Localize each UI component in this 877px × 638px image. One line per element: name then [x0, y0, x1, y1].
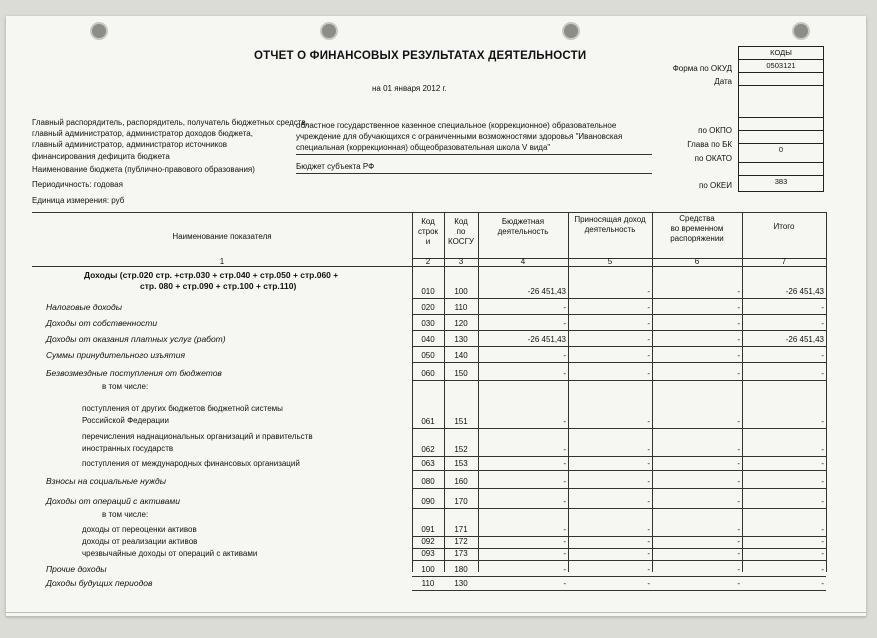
row-label: Доходы от операций с активами	[46, 496, 180, 506]
paper-edge	[6, 616, 866, 617]
row-budget-value: -	[563, 319, 566, 328]
row-kosgu: 130	[454, 335, 468, 344]
row-total-value: -	[821, 525, 824, 534]
binder-ring-icon	[792, 22, 810, 40]
row-temp-value: -	[737, 525, 740, 534]
row-temp-value: -	[737, 579, 740, 588]
okpo-label: по ОКПО	[698, 126, 732, 135]
header-budget-line: деятельность	[497, 227, 549, 236]
date-value	[739, 73, 823, 86]
header-budget-line: Бюджетная	[501, 217, 545, 226]
row-label: поступления от международных финансовых организаций	[82, 459, 300, 468]
row-temp-value: -	[737, 319, 740, 328]
column-number: 4	[520, 257, 526, 266]
binder-ring-icon	[562, 22, 580, 40]
budget-label: Наименование бюджета (публично-правового образования)	[32, 165, 255, 174]
row-kosgu: 172	[454, 537, 468, 546]
row-code: 100	[421, 565, 435, 574]
header-income-line: Приносящая доход	[574, 215, 646, 224]
header-temp-line: во временном	[670, 224, 724, 233]
row-temp-value: -	[737, 445, 740, 454]
row-code: 092	[421, 537, 435, 546]
row-kosgu: 150	[454, 369, 468, 378]
row-budget-value: -	[563, 537, 566, 546]
row-budget-value: -26 451,43	[527, 287, 566, 296]
row-total-value: -26 451,43	[785, 287, 824, 296]
row-budget-value: -26 451,43	[527, 335, 566, 344]
org-left-line: финансирования дефицита бюджета	[32, 152, 170, 161]
row-kosgu: 153	[454, 459, 468, 468]
row-budget-value: -	[563, 303, 566, 312]
row-kosgu: 180	[454, 565, 468, 574]
okpo-value	[739, 118, 823, 131]
row-income-value: -	[647, 525, 650, 534]
row-budget-value: -	[563, 549, 566, 558]
row-budget-value: -	[563, 477, 566, 486]
row-temp-value: -	[737, 417, 740, 426]
row-code: 080	[421, 477, 435, 486]
row-label: Доходы (стр.020 стр. +стр.030 + стр.040 + стр.050 + стр.060 +	[84, 270, 339, 280]
header-kosgu-line: Код	[454, 217, 468, 226]
row-kosgu: 171	[454, 525, 468, 534]
row-kosgu: 170	[454, 497, 468, 506]
row-budget-value: -	[563, 565, 566, 574]
row-kosgu: 152	[454, 445, 468, 454]
empty-code	[739, 163, 823, 176]
row-label: иностранных государств	[82, 444, 174, 453]
row-label: Доходы будущих периодов	[46, 578, 153, 588]
unit-label: Единица измерения: руб	[32, 196, 125, 205]
okato-label: по ОКАТО	[694, 154, 732, 163]
row-temp-value: -	[737, 369, 740, 378]
row-total-value: -	[821, 319, 824, 328]
row-divider	[412, 362, 826, 363]
row-income-value: -	[647, 477, 650, 486]
row-temp-value: -	[737, 537, 740, 546]
row-divider	[412, 380, 826, 381]
header-name: Наименование показателя	[172, 232, 272, 241]
row-income-value: -	[647, 417, 650, 426]
binder-ring-icon	[90, 22, 108, 40]
row-total-value: -26 451,43	[785, 335, 824, 344]
header-code-line: Код	[421, 217, 435, 226]
header-income	[568, 215, 652, 235]
row-budget-value: -	[563, 525, 566, 534]
row-income-value: -	[647, 445, 650, 454]
row-label: чрезвычайные доходы от операций с активами	[82, 549, 258, 558]
row-temp-value: -	[737, 303, 740, 312]
okud-label: Форма по ОКУД	[672, 64, 732, 73]
row-total-value: -	[821, 459, 824, 468]
row-code: 050	[421, 351, 435, 360]
row-budget-value: -	[563, 417, 566, 426]
row-label: Суммы принудительного изъятия	[46, 350, 185, 360]
row-temp-value: -	[737, 287, 740, 296]
binder-ring-icon	[320, 22, 338, 40]
org-name-line: областное государственное казенное специальное (коррекционное) образовательное	[296, 121, 617, 130]
row-income-value: -	[647, 369, 650, 378]
column-number: 5	[607, 257, 613, 266]
row-total-value: -	[821, 351, 824, 360]
report-date: на 01 января 2012 г.	[372, 84, 447, 93]
row-kosgu: 100	[454, 287, 468, 296]
column-number: 2	[425, 257, 431, 266]
row-divider	[412, 560, 826, 561]
org-left-line: главный администратор, администратор источников	[32, 140, 227, 149]
row-total-value: -	[821, 369, 824, 378]
header-income-line: деятельность	[584, 225, 636, 234]
row-label: стр. 080 + стр.090 + стр.100 + стр.110)	[140, 281, 297, 291]
row-income-value: -	[647, 351, 650, 360]
row-divider	[412, 346, 826, 347]
row-label-prefix: в том числе:	[102, 510, 149, 519]
report-title: ОТЧЕТ О ФИНАНСОВЫХ РЕЗУЛЬТАТАХ ДЕЯТЕЛЬНОСТИ	[254, 50, 587, 62]
row-divider	[412, 576, 826, 577]
row-kosgu: 130	[454, 579, 468, 588]
row-label-prefix: в том числе:	[102, 382, 149, 391]
org-name-line: учреждение для обучающихся с ограниченными возможностями здоровья "Ивановская	[296, 132, 623, 141]
row-total-value: -	[821, 445, 824, 454]
row-total-value: -	[821, 537, 824, 546]
row-kosgu: 173	[454, 549, 468, 558]
row-code: 110	[421, 579, 435, 588]
org-left-line: главный администратор, администратор доходов бюджета,	[32, 129, 253, 138]
row-divider	[412, 508, 826, 509]
header-kosgu-line: КОСГУ	[448, 237, 474, 246]
row-kosgu: 120	[454, 319, 468, 328]
row-income-value: -	[647, 303, 650, 312]
row-income-value: -	[647, 319, 650, 328]
glava-value	[739, 131, 823, 144]
row-code: 093	[421, 549, 435, 558]
row-label: доходы от реализации активов	[82, 537, 198, 546]
row-divider	[412, 428, 826, 429]
row-income-value: -	[647, 497, 650, 506]
row-kosgu: 160	[454, 477, 468, 486]
row-temp-value: -	[737, 351, 740, 360]
period-label: Периодичность: годовая	[32, 180, 123, 189]
column-number: 6	[694, 257, 700, 266]
column-number: 1	[219, 257, 225, 266]
row-total-value: -	[821, 549, 824, 558]
row-label: Налоговые доходы	[46, 302, 122, 312]
header-temp-line: распоряжении	[670, 234, 724, 243]
row-code: 091	[421, 525, 435, 534]
row-label: Взносы на социальные нужды	[46, 476, 166, 486]
row-income-value: -	[647, 549, 650, 558]
row-label: Доходы от собственности	[46, 318, 158, 328]
row-kosgu: 140	[454, 351, 468, 360]
underline	[296, 154, 652, 155]
row-temp-value: -	[737, 497, 740, 506]
row-income-value: -	[647, 537, 650, 546]
row-income-value: -	[647, 335, 650, 344]
row-total-value: -	[821, 579, 824, 588]
column-number: 7	[781, 257, 787, 266]
row-code: 090	[421, 497, 435, 506]
date-label: Дата	[714, 77, 732, 86]
row-income-value: -	[647, 459, 650, 468]
row-budget-value: -	[563, 351, 566, 360]
row-code: 060	[421, 369, 435, 378]
underline	[296, 173, 652, 174]
row-total-value: -	[821, 477, 824, 486]
org-name-line: специальная (коррекционная) общеобразовательная школа V вида"	[296, 143, 551, 152]
header-temp	[652, 214, 742, 244]
row-temp-value: -	[737, 477, 740, 486]
row-budget-value: -	[563, 497, 566, 506]
row-budget-value: -	[563, 445, 566, 454]
row-code: 063	[421, 459, 435, 468]
row-label: Российской Федерации	[82, 416, 169, 425]
row-label: Безвозмездные поступления от бюджетов	[46, 368, 222, 378]
row-divider	[412, 488, 826, 489]
table-border	[826, 212, 827, 572]
header-code	[412, 217, 444, 247]
row-kosgu: 151	[454, 417, 468, 426]
row-budget-value: -	[563, 369, 566, 378]
header-kosgu	[444, 217, 478, 247]
row-kosgu: 110	[454, 303, 468, 312]
row-divider	[412, 298, 826, 299]
row-income-value: -	[647, 287, 650, 296]
row-divider	[412, 590, 826, 591]
row-total-value: -	[821, 417, 824, 426]
row-code: 062	[421, 445, 435, 454]
codes-header: КОДЫ	[739, 47, 823, 60]
row-temp-value: -	[737, 565, 740, 574]
row-divider	[412, 456, 826, 457]
row-code: 040	[421, 335, 435, 344]
row-code: 030	[421, 319, 435, 328]
header-code-line: строк	[417, 227, 439, 236]
row-total-value: -	[821, 497, 824, 506]
row-divider	[412, 314, 826, 315]
row-budget-value: -	[563, 459, 566, 468]
okei-value: 383	[774, 177, 788, 186]
row-code: 020	[421, 303, 435, 312]
row-budget-value: -	[563, 579, 566, 588]
row-divider	[412, 330, 826, 331]
row-divider	[412, 470, 826, 471]
empty-code	[739, 86, 823, 118]
row-income-value: -	[647, 579, 650, 588]
column-number: 3	[458, 257, 464, 266]
budget-value: Бюджет субъекта РФ	[296, 162, 375, 171]
header-total: Итого	[773, 222, 795, 231]
okato-value: 0	[739, 144, 823, 163]
row-code: 010	[421, 287, 435, 296]
okei-label: по ОКЕИ	[699, 181, 732, 190]
okud-value: 0503121	[739, 60, 823, 73]
header-code-line: и	[425, 237, 431, 246]
row-label: поступления от других бюджетов бюджетной системы	[82, 404, 283, 413]
paper-edge	[6, 612, 866, 613]
row-total-value: -	[821, 303, 824, 312]
row-label: перечисления наднациональных организаций и правительств	[82, 432, 313, 441]
results-table	[32, 212, 826, 588]
glava-label: Глава по БК	[687, 140, 732, 149]
row-code: 061	[421, 417, 435, 426]
header-kosgu-line: по	[456, 227, 466, 236]
row-temp-value: -	[737, 549, 740, 558]
row-label: доходы от переоценки активов	[82, 525, 197, 534]
row-temp-value: -	[737, 459, 740, 468]
codes-box	[738, 46, 824, 192]
org-left-line: Главный распорядитель, распорядитель, получатель бюджетных средств,	[32, 118, 308, 127]
row-label: Прочие доходы	[46, 564, 107, 574]
row-label: Доходы от оказания платных услуг (работ)	[46, 334, 226, 344]
row-temp-value: -	[737, 335, 740, 344]
header-temp-line: Средства	[679, 214, 715, 223]
row-total-value: -	[821, 565, 824, 574]
header-budget	[478, 217, 568, 237]
row-income-value: -	[647, 565, 650, 574]
table-border	[32, 212, 826, 213]
